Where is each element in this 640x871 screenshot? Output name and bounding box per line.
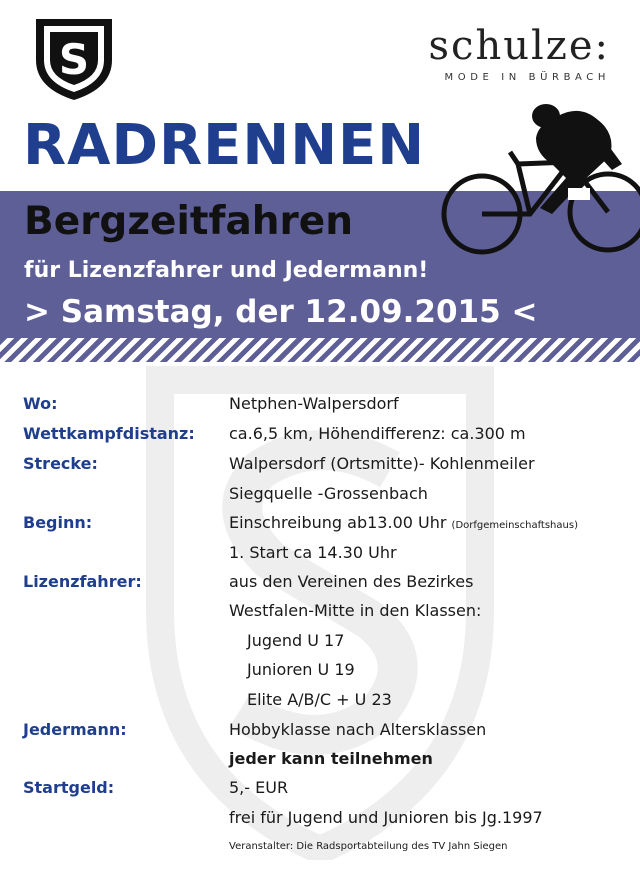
value-beginn-1-text: Einschreibung ab13.00 Uhr [229,513,447,532]
value-lizenz-1: aus den Vereinen des Bezirkes [229,572,474,591]
value-beginn-note: (Dorfgemeinschaftshaus) [451,520,578,531]
label-lizenz: Lizenzfahrer: [23,572,142,591]
logo-letter: S [58,35,90,84]
value-jedermann-2: jeder kann teilnehmen [229,749,433,768]
value-strecke-2: Siegquelle -Grossenbach [229,484,428,503]
class-item: Junioren U 19 [247,660,355,679]
brand-tagline: MODE IN BÜRBACH [444,72,610,83]
label-beginn: Beginn: [23,513,93,532]
class-item: Elite A/B/C + U 23 [247,690,392,709]
class-item: Jugend U 17 [247,631,345,650]
cyclist-icon [440,94,640,260]
value-strecke-1: Walpersdorf (Ortsmitte)- Kohlenmeiler [229,454,535,473]
sponsor-brand [428,23,610,83]
value-startgeld-2: frei für Jugend und Junioren bis Jg.1997 [229,808,543,827]
value-lizenz-2: Westfalen-Mitte in den Klassen: [229,601,482,620]
value-beginn-1 [229,513,578,532]
value-beginn-2: 1. Start ca 14.30 Uhr [229,543,397,562]
event-subtitle: Bergzeitfahren [24,199,353,244]
event-audience: für Lizenzfahrer und Jedermann! [24,258,429,283]
value-startgeld-1: 5,- EUR [229,778,289,797]
label-distanz: Wettkampfdistanz: [23,424,195,443]
label-jedermann: Jedermann: [23,720,127,739]
page-title: RADRENNEN [23,113,426,178]
label-wo: Wo: [23,394,58,413]
brand-name: schulze: [428,23,610,69]
value-jedermann-1: Hobbyklasse nach Altersklassen [229,720,487,739]
striped-divider [0,338,640,362]
club-shield-logo-icon [33,16,115,102]
organizer-note: Veranstalter: Die Radsportabteilung des TV Jahn Siegen [229,841,508,852]
value-distanz: ca.6,5 km, Höhendifferenz: ca.300 m [229,424,526,443]
event-date: > Samstag, der 12.09.2015 < [24,294,538,330]
label-strecke: Strecke: [23,454,98,473]
label-startgeld: Startgeld: [23,778,115,797]
value-wo: Netphen-Walpersdorf [229,394,399,413]
